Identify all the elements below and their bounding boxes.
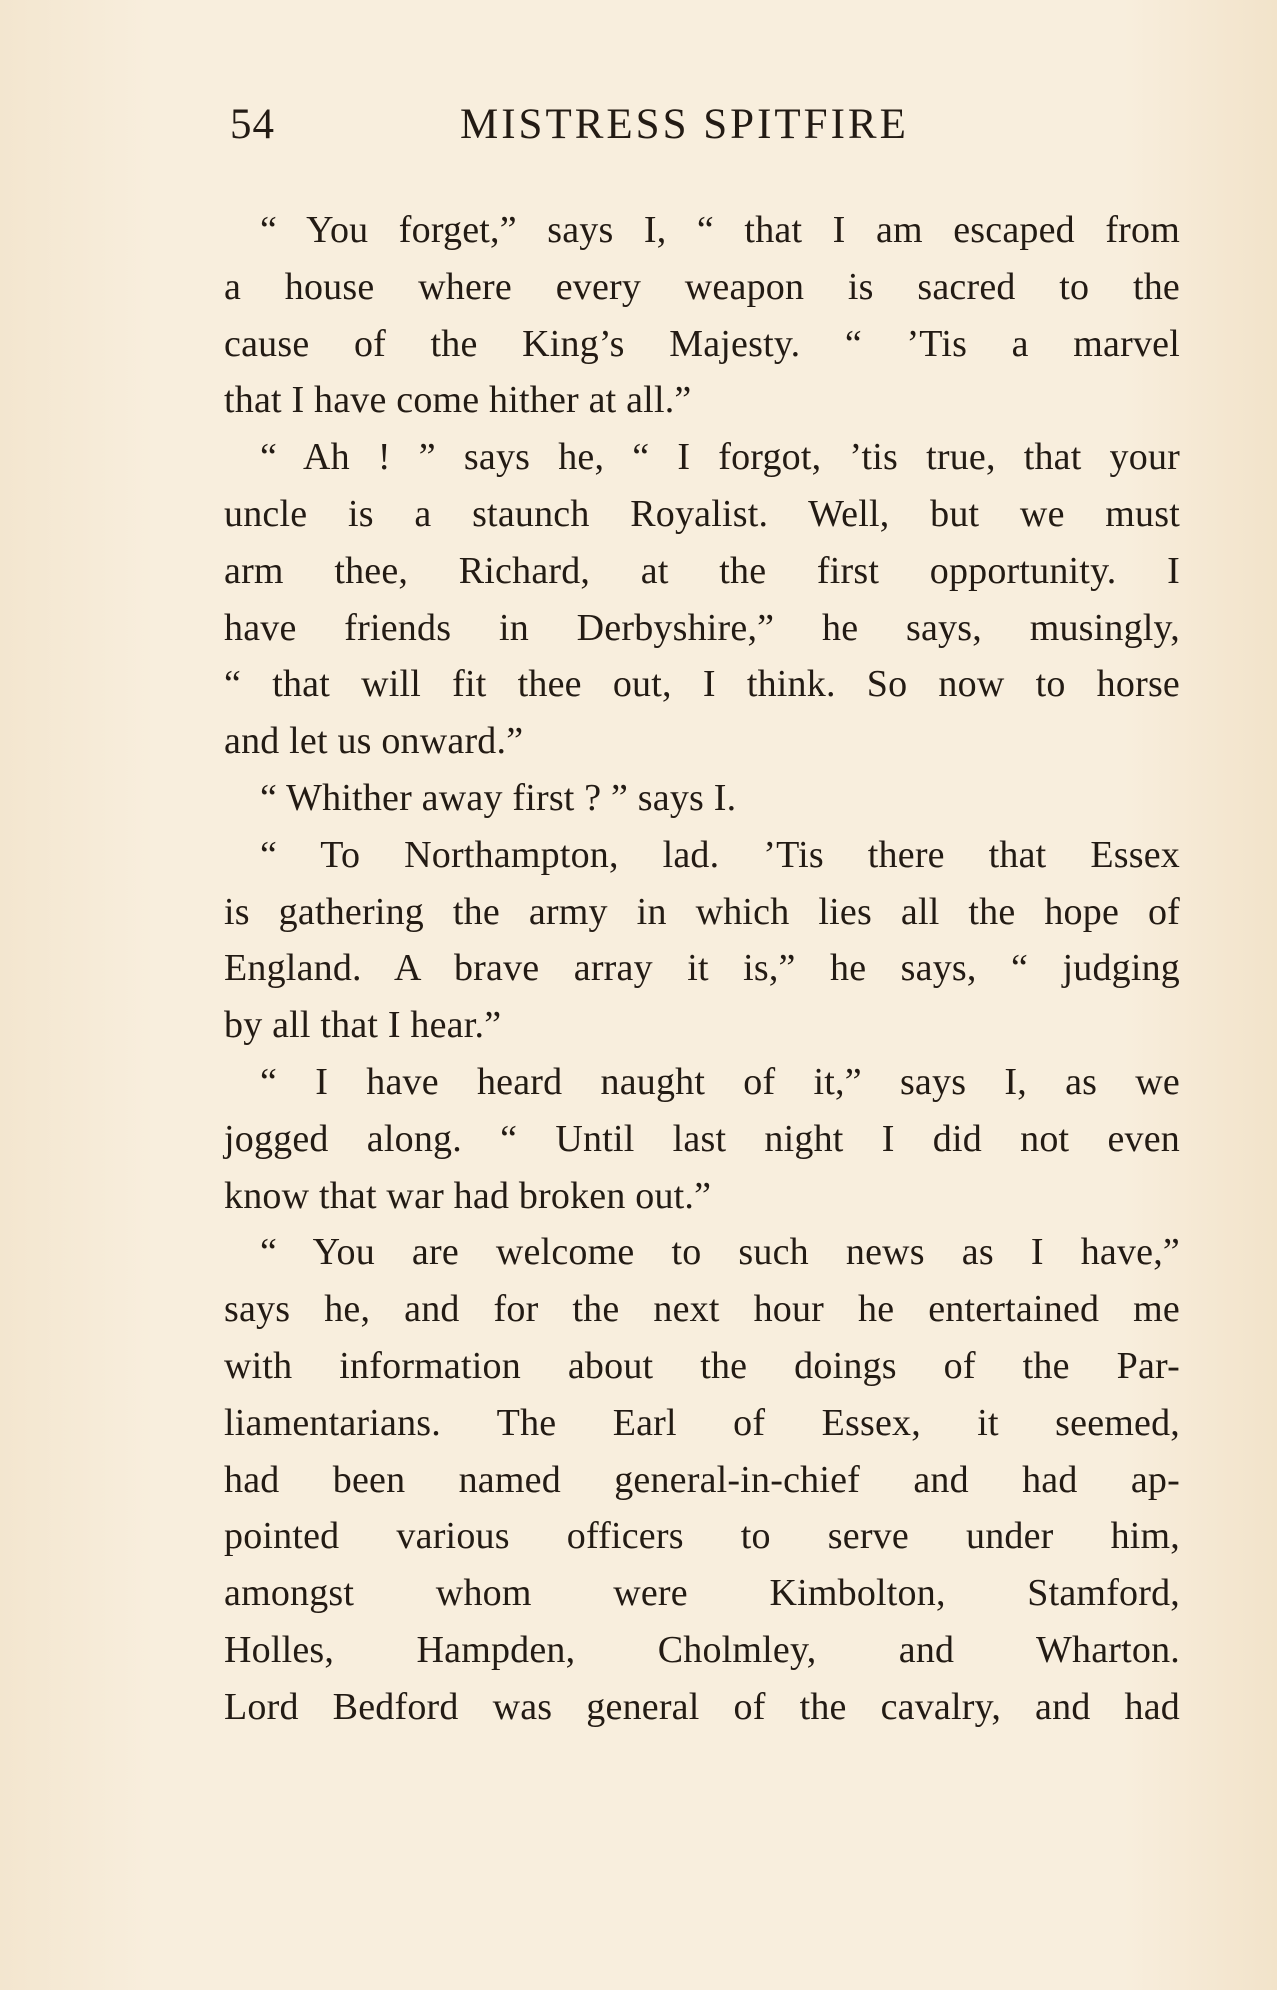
text-line: have friends in Derbyshire,” he says, musingly, bbox=[224, 606, 1180, 649]
text-line: England. A brave array it is,” he says, “ judging bbox=[224, 947, 1180, 990]
text-line: Holles, Hampden, Cholmley, and Wharton. bbox=[224, 1628, 1180, 1671]
text-line: by all that I hear.” bbox=[224, 1004, 502, 1047]
running-title: MISTRESS SPITFIRE bbox=[460, 101, 909, 148]
text-line: “ You are welcome to such news as I have,” bbox=[260, 1231, 1180, 1274]
text-line: cause of the King’s Majesty. “ ’Tis a marvel bbox=[224, 322, 1180, 365]
text-line: with information about the doings of the Par- bbox=[224, 1344, 1180, 1387]
text-line: “ Whither away first ? ” says I. bbox=[260, 776, 737, 819]
text-line: Lord Bedford was general of the cavalry, and had bbox=[224, 1685, 1180, 1728]
text-line: “ Ah ! ” says he, “ I forgot, ’tis true, that your bbox=[260, 436, 1180, 479]
text-line: “ that will fit thee out, I think. So now to horse bbox=[224, 663, 1180, 706]
text-line: is gathering the army in which lies all the hope of bbox=[224, 890, 1180, 933]
text-line: amongst whom were Kimbolton, Stamford, bbox=[224, 1572, 1180, 1615]
text-line: “ You forget,” says I, “ that I am escaped from bbox=[260, 209, 1180, 251]
page-header bbox=[230, 100, 1190, 160]
text-line: and let us onward.” bbox=[224, 720, 524, 763]
text-line: know that war had broken out.” bbox=[224, 1174, 712, 1217]
text-line: liamentarians. The Earl of Essex, it seemed, bbox=[224, 1401, 1180, 1444]
page-number: 54 bbox=[230, 101, 275, 148]
text-line: a house where every weapon is sacred to the bbox=[224, 265, 1180, 308]
body-text bbox=[224, 202, 1180, 1736]
text-line: had been named general-in-chief and had ap- bbox=[224, 1458, 1180, 1501]
text-line: says he, and for the next hour he entertained me bbox=[224, 1288, 1180, 1331]
text-line: pointed various officers to serve under him, bbox=[224, 1515, 1180, 1558]
text-line: that I have come hither at all.” bbox=[224, 379, 692, 422]
text-line: “ I have heard naught of it,” says I, as we bbox=[260, 1060, 1180, 1103]
text-line: arm thee, Richard, at the first opportunity. I bbox=[224, 549, 1180, 592]
text-line: “ To Northampton, lad. ’Tis there that Essex bbox=[260, 833, 1180, 876]
text-line: uncle is a staunch Royalist. Well, but we must bbox=[224, 492, 1180, 535]
text-line: jogged along. “ Until last night I did not even bbox=[224, 1117, 1180, 1160]
